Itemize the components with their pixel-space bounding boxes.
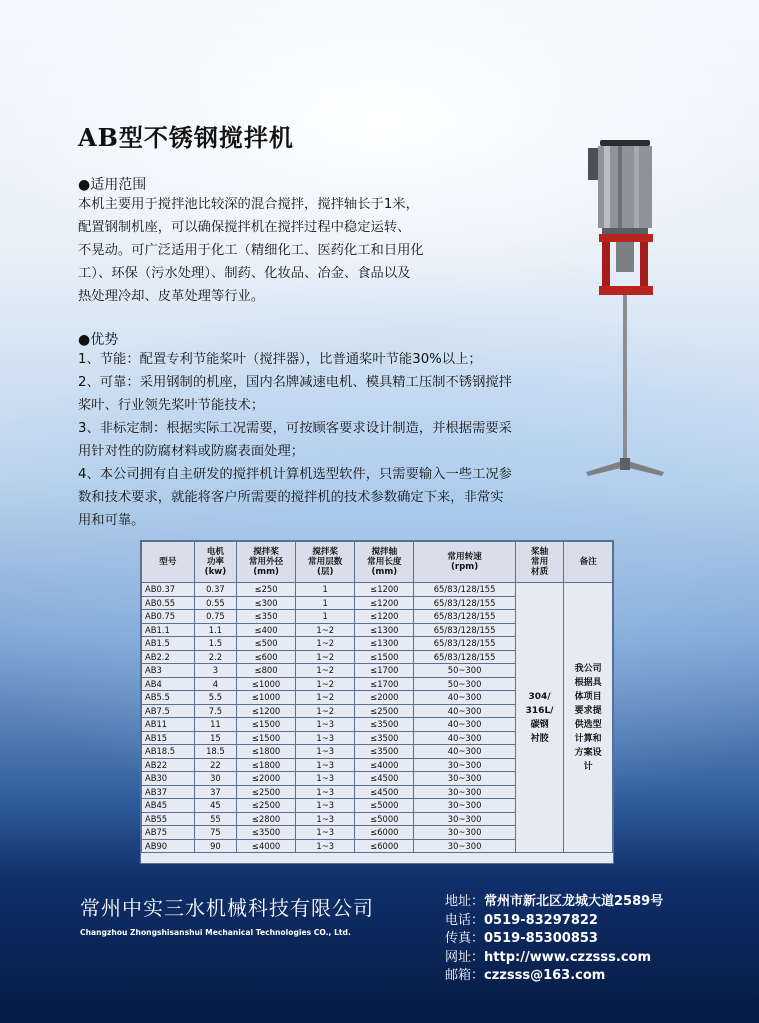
table-cell: AB3 bbox=[142, 664, 195, 678]
table-cell: AB2.2 bbox=[142, 650, 195, 664]
table-cell: ≤1500 bbox=[237, 731, 296, 745]
table-cell: AB0.75 bbox=[142, 610, 195, 624]
table-cell: 30~300 bbox=[414, 812, 515, 826]
table-cell: 7.5 bbox=[194, 704, 236, 718]
table-cell: 1 bbox=[296, 583, 355, 597]
table-cell: ≤1200 bbox=[355, 596, 414, 610]
table-cell: 40~300 bbox=[414, 731, 515, 745]
remark-cell: 我公司 根据具 体项目 要求提 供选型 计算和 方案设 计 bbox=[564, 583, 613, 853]
table-cell: ≤1700 bbox=[355, 664, 414, 678]
table-cell: 1~2 bbox=[296, 691, 355, 705]
table-cell: 1~3 bbox=[296, 718, 355, 732]
mixer-product-image bbox=[578, 130, 668, 500]
table-cell: ≤2000 bbox=[355, 691, 414, 705]
advantage-line: 数和技术要求，就能将客户所需要的搅拌机的技术参数确定下来，非常实 bbox=[78, 490, 504, 505]
table-cell: AB55 bbox=[142, 812, 195, 826]
table-cell: AB22 bbox=[142, 758, 195, 772]
table-cell: 40~300 bbox=[414, 691, 515, 705]
scope-line: 工）、环保（污水处理）、制药、化妆品、冶金、食品以及 bbox=[78, 266, 411, 281]
table-cell: ≤400 bbox=[237, 623, 296, 637]
table-cell: ≤3500 bbox=[237, 826, 296, 840]
table-cell: 1~2 bbox=[296, 677, 355, 691]
table-cell: 30 bbox=[194, 772, 236, 786]
table-cell: ≤1000 bbox=[237, 677, 296, 691]
table-cell: 1~3 bbox=[296, 799, 355, 813]
table-cell: ≤1800 bbox=[237, 745, 296, 759]
table-cell: ≤300 bbox=[237, 596, 296, 610]
table-cell: ≤800 bbox=[237, 664, 296, 678]
table-cell: ≤1700 bbox=[355, 677, 414, 691]
table-cell: 1~2 bbox=[296, 704, 355, 718]
table-cell: 11 bbox=[194, 718, 236, 732]
table-cell: ≤4000 bbox=[355, 758, 414, 772]
table-cell: 1~3 bbox=[296, 826, 355, 840]
table-cell: 1 bbox=[296, 596, 355, 610]
table-cell: ≤1500 bbox=[237, 718, 296, 732]
table-header-cell: 电机 功率 (kw) bbox=[194, 542, 236, 583]
table-cell: 65/83/128/155 bbox=[414, 650, 515, 664]
table-cell: AB45 bbox=[142, 799, 195, 813]
table-cell: 22 bbox=[194, 758, 236, 772]
scope-line: 不晃动。可广泛适用于化工（精细化工、医药化工和日用化 bbox=[78, 243, 424, 258]
table-cell: 50~300 bbox=[414, 664, 515, 678]
table-cell: 1.5 bbox=[194, 637, 236, 651]
table-cell: AB0.55 bbox=[142, 596, 195, 610]
contact-phone: 电话：0519-83297822 bbox=[445, 912, 598, 928]
contact-website: 网址：http://www.czzsss.com bbox=[445, 949, 652, 965]
table-cell: 40~300 bbox=[414, 718, 515, 732]
table-cell: 1~2 bbox=[296, 623, 355, 637]
advantage-line: 用和可靠。 bbox=[78, 513, 145, 528]
table-cell: ≤1000 bbox=[237, 691, 296, 705]
table-cell: ≤4500 bbox=[355, 772, 414, 786]
table-cell: AB11 bbox=[142, 718, 195, 732]
scope-line: 热处理冷却、皮革处理等行业。 bbox=[78, 289, 265, 304]
table-cell: 1~3 bbox=[296, 785, 355, 799]
table-cell: ≤1800 bbox=[237, 758, 296, 772]
table-cell: 30~300 bbox=[414, 758, 515, 772]
table-cell: ≤2000 bbox=[237, 772, 296, 786]
page-title: AB型不锈钢搅拌机 bbox=[78, 123, 294, 152]
table-cell: 1~3 bbox=[296, 745, 355, 759]
table-cell: 1~3 bbox=[296, 839, 355, 853]
table-cell: ≤5000 bbox=[355, 799, 414, 813]
table-cell: ≤6000 bbox=[355, 826, 414, 840]
advantages-paragraph bbox=[78, 348, 512, 532]
table-cell: 1~2 bbox=[296, 650, 355, 664]
company-name-chinese: 常州中实三水机械科技有限公司 bbox=[80, 896, 374, 920]
table-header-row bbox=[142, 542, 613, 583]
table-cell: ≤1300 bbox=[355, 623, 414, 637]
table-cell: 0.37 bbox=[194, 583, 236, 597]
table-cell: 30~300 bbox=[414, 799, 515, 813]
table-cell: 40~300 bbox=[414, 745, 515, 759]
table-cell: 1~2 bbox=[296, 664, 355, 678]
table-cell: 1~2 bbox=[296, 637, 355, 651]
table-body bbox=[142, 583, 613, 853]
table-cell: ≤2500 bbox=[237, 785, 296, 799]
table-cell: ≤350 bbox=[237, 610, 296, 624]
table-cell: 55 bbox=[194, 812, 236, 826]
advantage-line: 1、节能：配置专利节能桨叶（搅拌器），比普通桨叶节能30%以上； bbox=[78, 352, 482, 367]
contact-address: 地址：常州市新北区龙城大道2589号 bbox=[445, 894, 664, 909]
table-cell: 3 bbox=[194, 664, 236, 678]
table-cell: AB7.5 bbox=[142, 704, 195, 718]
table-cell: 50~300 bbox=[414, 677, 515, 691]
advantage-line: 2、可靠：采用钢制的机座，国内名牌减速电机、模具精工压制不锈钢搅拌 bbox=[78, 375, 512, 390]
table-cell: ≤600 bbox=[237, 650, 296, 664]
scope-paragraph bbox=[78, 193, 424, 308]
table-header-cell: 备注 bbox=[564, 542, 613, 583]
table-cell: 2.2 bbox=[194, 650, 236, 664]
table-cell: 1~3 bbox=[296, 731, 355, 745]
advantage-line: 桨叶、行业领先桨叶节能技术； bbox=[78, 398, 265, 413]
table-cell: ≤6000 bbox=[355, 839, 414, 853]
table-header-cell: 搅拌桨 常用层数 (层) bbox=[296, 542, 355, 583]
table-cell: AB5.5 bbox=[142, 691, 195, 705]
table-cell: AB30 bbox=[142, 772, 195, 786]
table-row bbox=[142, 583, 613, 597]
table-header-cell: 常用转速 (rpm) bbox=[414, 542, 515, 583]
table-cell: AB90 bbox=[142, 839, 195, 853]
table-cell: 1~3 bbox=[296, 772, 355, 786]
contact-fax: 传真：0519-85300853 bbox=[445, 931, 598, 946]
table-cell: ≤1200 bbox=[355, 610, 414, 624]
table-cell: ≤250 bbox=[237, 583, 296, 597]
table-cell: ≤2500 bbox=[237, 799, 296, 813]
table-cell: 1~3 bbox=[296, 812, 355, 826]
table-cell: ≤3500 bbox=[355, 718, 414, 732]
table-cell: AB1.1 bbox=[142, 623, 195, 637]
table-cell: 4 bbox=[194, 677, 236, 691]
table-cell: 90 bbox=[194, 839, 236, 853]
material-cell: 304/ 316L/ 碳钢 衬胶 bbox=[515, 583, 564, 853]
table-cell: AB1.5 bbox=[142, 637, 195, 651]
table-cell: AB4 bbox=[142, 677, 195, 691]
spec-table bbox=[141, 541, 613, 853]
table-cell: 1~3 bbox=[296, 758, 355, 772]
table-header-cell: 搅拌桨 常用外径 (mm) bbox=[237, 542, 296, 583]
advantage-line: 3、非标定制：根据实际工况需要，可按顾客要求设计制造，并根据需要采 bbox=[78, 421, 512, 436]
scope-heading: ●适用范围 bbox=[78, 177, 147, 193]
table-cell: 75 bbox=[194, 826, 236, 840]
table-cell: ≤3500 bbox=[355, 731, 414, 745]
contact-info bbox=[445, 893, 663, 986]
table-cell: ≤4000 bbox=[237, 839, 296, 853]
table-cell: 30~300 bbox=[414, 785, 515, 799]
table-cell: 30~300 bbox=[414, 772, 515, 786]
table-cell: ≤4500 bbox=[355, 785, 414, 799]
table-cell: 37 bbox=[194, 785, 236, 799]
table-cell: AB0.37 bbox=[142, 583, 195, 597]
table-cell: 30~300 bbox=[414, 839, 515, 853]
table-cell: ≤1200 bbox=[355, 583, 414, 597]
table-cell: AB18.5 bbox=[142, 745, 195, 759]
advantage-line: 4、本公司拥有自主研发的搅拌机计算机选型软件，只需要输入一些工况参 bbox=[78, 467, 512, 482]
table-cell: 18.5 bbox=[194, 745, 236, 759]
table-cell: 15 bbox=[194, 731, 236, 745]
scope-line: 配置钢制机座，可以确保搅拌机在搅拌过程中稳定运转、 bbox=[78, 220, 411, 235]
table-header-cell: 桨轴 常用 材质 bbox=[515, 542, 564, 583]
table-cell: 45 bbox=[194, 799, 236, 813]
table-cell: 1 bbox=[296, 610, 355, 624]
table-cell: 30~300 bbox=[414, 826, 515, 840]
company-name-english: Changzhou Zhongshisanshui Mechanical Technologies CO., Ltd. bbox=[80, 928, 351, 937]
table-cell: AB75 bbox=[142, 826, 195, 840]
table-cell: ≤2800 bbox=[237, 812, 296, 826]
spec-table-container bbox=[140, 540, 614, 864]
table-cell: 0.75 bbox=[194, 610, 236, 624]
table-cell: 65/83/128/155 bbox=[414, 596, 515, 610]
table-header-cell: 搅拌轴 常用长度 (mm) bbox=[355, 542, 414, 583]
table-cell: 5.5 bbox=[194, 691, 236, 705]
table-cell: ≤1500 bbox=[355, 650, 414, 664]
scope-line: 本机主要用于搅拌池比较深的混合搅拌，搅拌轴长于1米， bbox=[78, 197, 419, 212]
table-header-cell: 型号 bbox=[142, 542, 195, 583]
table-cell: 0.55 bbox=[194, 596, 236, 610]
table-cell: 1.1 bbox=[194, 623, 236, 637]
table-cell: 65/83/128/155 bbox=[414, 610, 515, 624]
table-cell: 65/83/128/155 bbox=[414, 623, 515, 637]
table-cell: ≤1300 bbox=[355, 637, 414, 651]
table-cell: ≤2500 bbox=[355, 704, 414, 718]
table-cell: ≤1200 bbox=[237, 704, 296, 718]
table-cell: AB15 bbox=[142, 731, 195, 745]
table-cell: ≤500 bbox=[237, 637, 296, 651]
contact-email: 邮箱：czzsss@163.com bbox=[445, 968, 606, 983]
table-cell: 65/83/128/155 bbox=[414, 583, 515, 597]
table-cell: AB37 bbox=[142, 785, 195, 799]
table-cell: 65/83/128/155 bbox=[414, 637, 515, 651]
advantage-line: 用针对性的防腐材料或防腐表面处理； bbox=[78, 444, 305, 459]
table-cell: 40~300 bbox=[414, 704, 515, 718]
table-cell: ≤3500 bbox=[355, 745, 414, 759]
advantages-heading: ●优势 bbox=[78, 332, 119, 348]
table-cell: ≤5000 bbox=[355, 812, 414, 826]
